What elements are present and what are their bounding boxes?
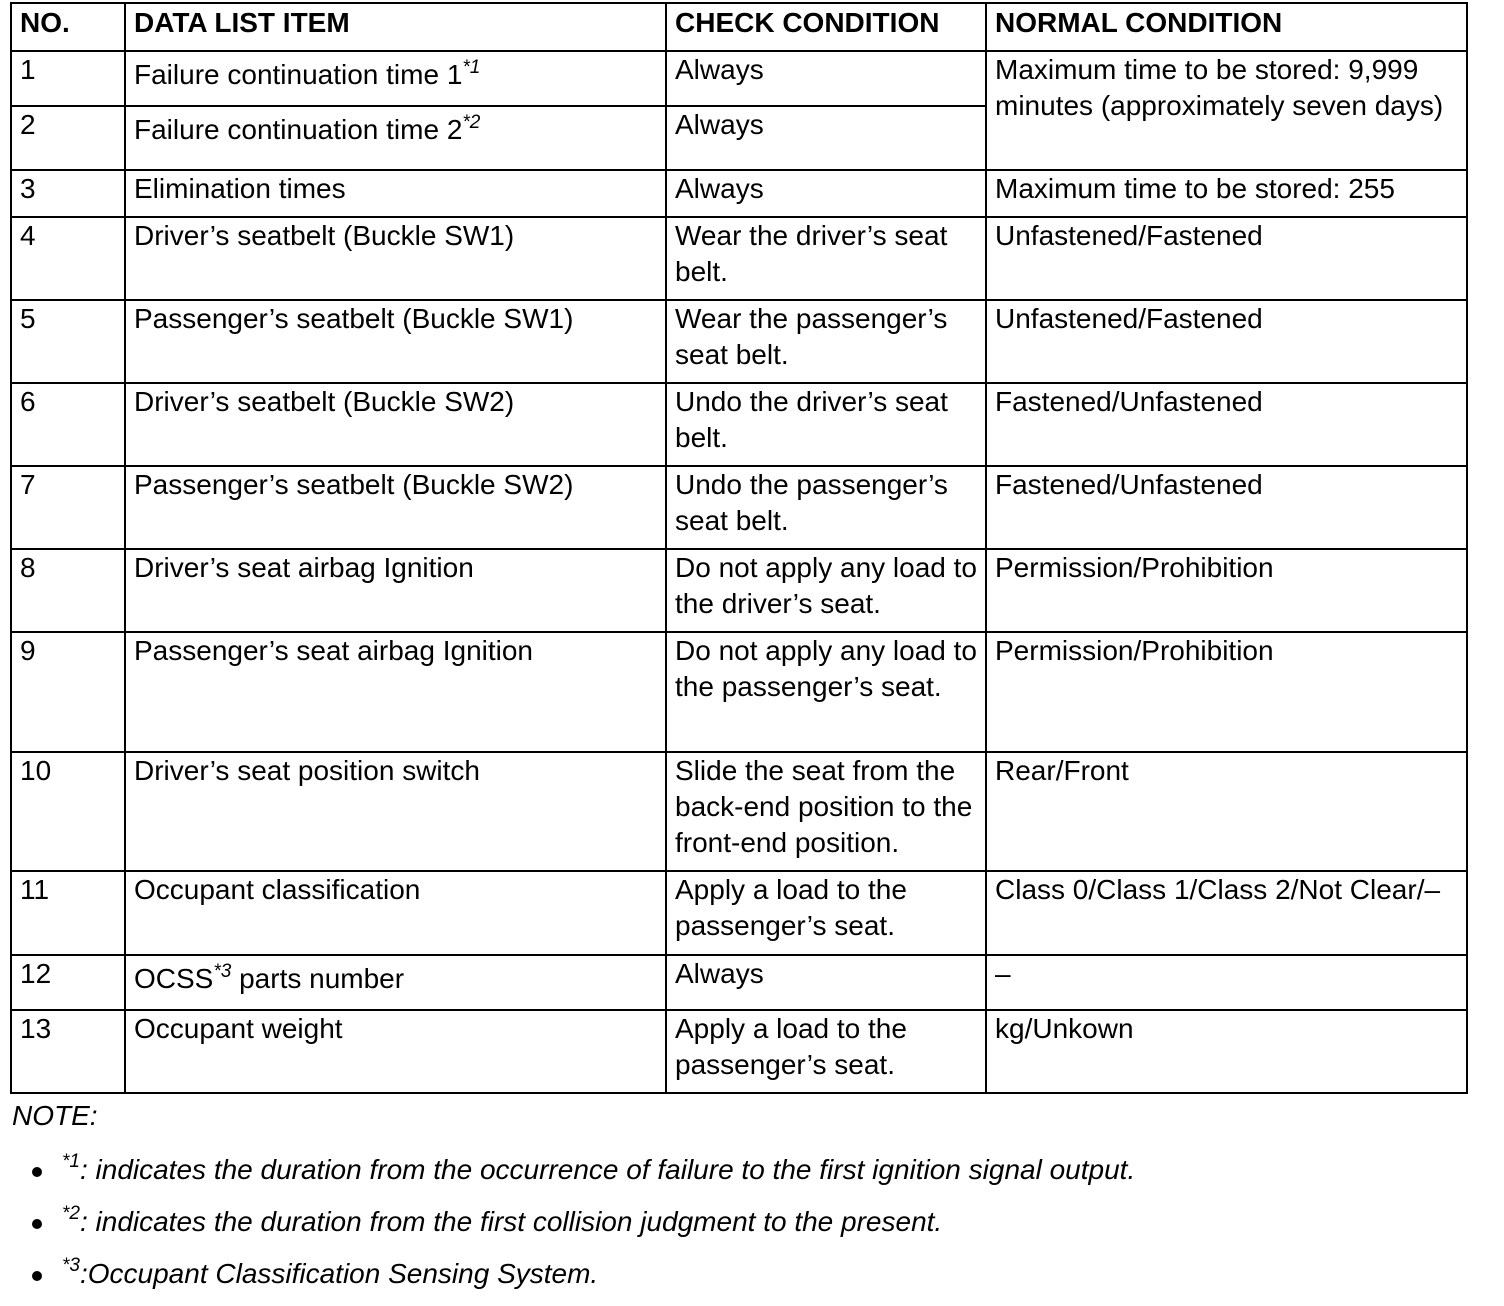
table-row [11,300,1467,383]
row-check: Always [666,170,986,217]
row-normal: Fastened/Unfastened [986,466,1467,549]
row-item: Occupant classification [125,871,666,955]
row-no: 3 [11,170,125,217]
row-check: Do not apply any load to the passenger’s seat. [666,632,986,752]
row-check: Wear the passenger’s seat belt. [666,300,986,383]
row-normal: – [986,955,1467,1010]
table-row [11,955,1467,1010]
row-check: Always [666,106,986,170]
note-title: NOTE: [12,1100,98,1131]
note-item [28,1254,1135,1306]
item-text: parts number [231,963,405,994]
row-no: 1 [11,51,125,106]
row-check: Always [666,955,986,1010]
table-row [11,466,1467,549]
table-row [11,383,1467,466]
header-normal-condition: NORMAL CONDITION [986,3,1467,51]
footnote-ref: *1 [462,57,481,78]
row-item [125,955,666,1010]
row-item: Driver’s seat airbag Ignition [125,549,666,632]
bullet-icon [32,1219,42,1229]
row-no: 9 [11,632,125,752]
row-item: Occupant weight [125,1010,666,1093]
row-normal: Rear/Front [986,752,1467,871]
header-row [11,3,1467,51]
row-normal: Permission/Prohibition [986,549,1467,632]
row-check: Undo the passenger’s seat belt. [666,466,986,549]
footnote-mark: *1 [62,1151,80,1172]
note-text: : indicates the duration from the occurrence of failure to the first ignition signal output. [79,1154,1136,1185]
row-normal: Permission/Prohibition [986,632,1467,752]
row-normal: Class 0/Class 1/Class 2/Not Clear/– [986,871,1467,955]
note-text: : indicates the duration from the first collision judgment to the present. [79,1206,943,1237]
data-list-table [10,2,1468,1094]
bullet-icon [32,1167,42,1177]
footnote-mark: *2 [62,1203,80,1224]
row-no: 7 [11,466,125,549]
row-item: Driver’s seatbelt (Buckle SW2) [125,383,666,466]
row-item: Driver’s seat position switch [125,752,666,871]
table-row [11,170,1467,217]
note-item [28,1202,1135,1254]
footnote-ref: *3 [213,961,232,982]
row-item: Driver’s seatbelt (Buckle SW1) [125,217,666,300]
row-check: Do not apply any load to the driver’s seat. [666,549,986,632]
row-no: 6 [11,383,125,466]
row-no: 5 [11,300,125,383]
row-item [125,106,666,170]
row-item [125,51,666,106]
item-text: Failure continuation time 1 [134,59,463,90]
note-item [28,1150,1135,1202]
note-text: :Occupant Classification Sensing System. [79,1258,599,1289]
table-row [11,632,1467,752]
row-normal: Maximum time to be stored: 9,999 minutes (approximately seven days) [986,51,1467,170]
row-item: Elimination times [125,170,666,217]
row-check: Wear the driver’s seat belt. [666,217,986,300]
row-no: 4 [11,217,125,300]
row-normal: Fastened/Unfastened [986,383,1467,466]
row-normal: Maximum time to be stored: 255 [986,170,1467,217]
row-item: Passenger’s seatbelt (Buckle SW1) [125,300,666,383]
row-item: Passenger’s seat airbag Ignition [125,632,666,752]
row-normal: Unfastened/Fastened [986,217,1467,300]
footnote-mark: *3 [62,1255,80,1276]
table-row [11,51,1467,106]
table-row [11,871,1467,955]
table-row [11,549,1467,632]
header-no: NO. [11,3,125,51]
row-no: 10 [11,752,125,871]
row-no: 13 [11,1010,125,1093]
row-check: Apply a load to the passenger’s seat. [666,1010,986,1093]
item-text: Failure continuation time 2 [134,114,463,145]
row-check: Slide the seat from the back-end position to the front-end position. [666,752,986,871]
row-normal: Unfastened/Fastened [986,300,1467,383]
table-row [11,217,1467,300]
table-row [11,1010,1467,1093]
row-check: Apply a load to the passenger’s seat. [666,871,986,955]
row-check: Undo the driver’s seat belt. [666,383,986,466]
row-no: 11 [11,871,125,955]
row-check: Always [666,51,986,106]
item-text: OCSS [134,963,214,994]
row-no: 2 [11,106,125,170]
header-check-condition: CHECK CONDITION [666,3,986,51]
table-row [11,752,1467,871]
bullet-icon [32,1271,42,1281]
row-no: 12 [11,955,125,1010]
row-no: 8 [11,549,125,632]
footnote-ref: *2 [462,112,481,133]
row-normal: kg/Unkown [986,1010,1467,1093]
note-list [28,1150,1135,1306]
header-data-list-item: DATA LIST ITEM [125,3,666,51]
row-item: Passenger’s seatbelt (Buckle SW2) [125,466,666,549]
